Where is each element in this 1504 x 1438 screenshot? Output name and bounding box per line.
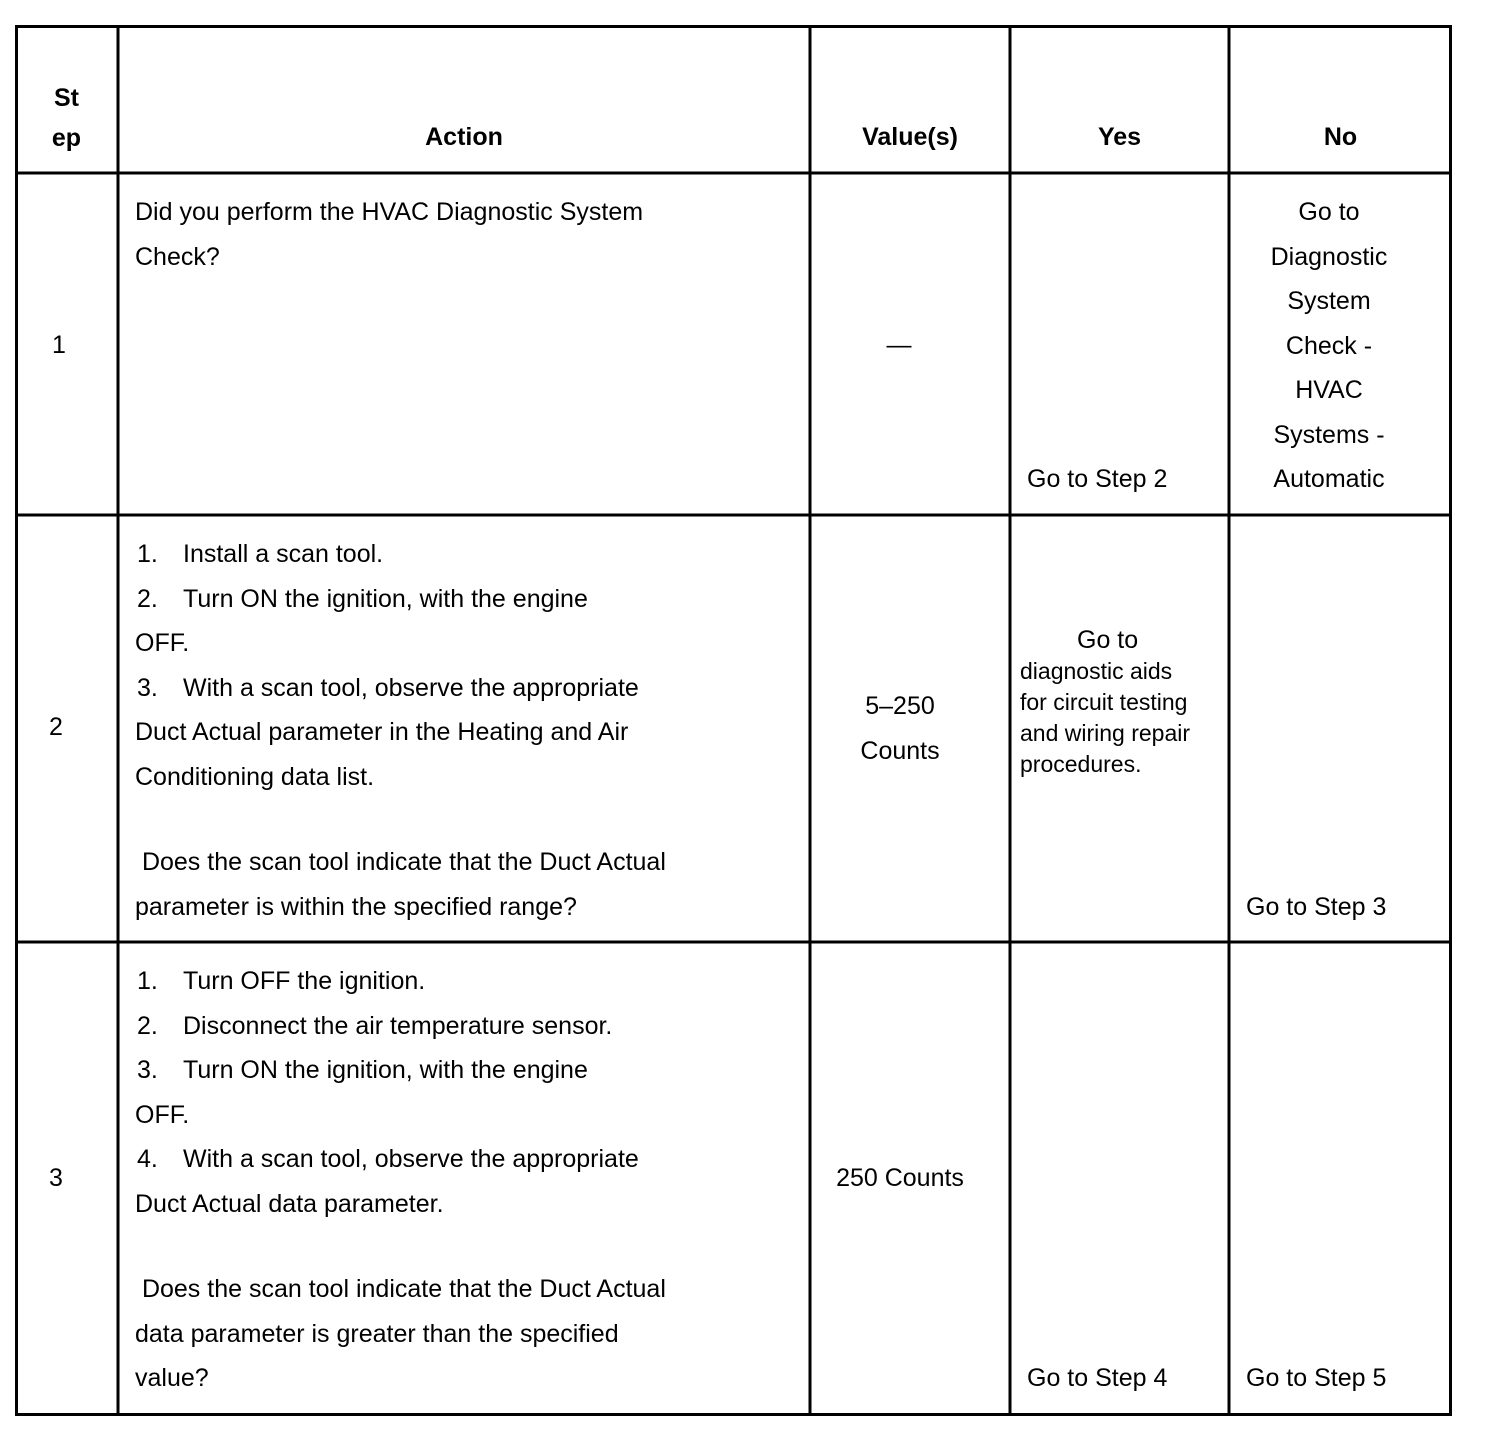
row3-question-line1: Does the scan tool indicate that the Duct Actual bbox=[135, 1275, 666, 1303]
row2-item-continued: Duct Actual parameter in the Heating and Air bbox=[135, 718, 629, 746]
item-text: Install a scan tool. bbox=[183, 540, 384, 568]
row2-yes-line1: Go to bbox=[1077, 626, 1139, 654]
item-number: 4. bbox=[137, 1145, 158, 1173]
row1-action-line2: Check? bbox=[135, 242, 220, 271]
header-action: Action bbox=[425, 123, 503, 151]
header-no: No bbox=[1323, 123, 1358, 151]
row2-item-continued: OFF. bbox=[135, 629, 190, 657]
row1-no-line6: Systems - bbox=[1273, 420, 1385, 449]
yes-detail-line: for circuit testing bbox=[1020, 688, 1188, 715]
item-text: Disconnect the air temperature sensor. bbox=[183, 1011, 613, 1040]
row3-no: Go to Step 5 bbox=[1246, 1364, 1387, 1392]
row2-no: Go to Step 3 bbox=[1246, 893, 1387, 921]
row2-question-line1: Does the scan tool indicate that the Duct Actual bbox=[135, 848, 666, 876]
row3-value: 250 Counts bbox=[836, 1164, 964, 1192]
row1-no-line3: System bbox=[1287, 287, 1371, 315]
row3-yes: Go to Step 4 bbox=[1027, 1364, 1168, 1392]
item-number: 3. bbox=[137, 673, 158, 702]
row1-value: — bbox=[886, 331, 912, 359]
item-text: Turn ON the ignition, with the engine bbox=[183, 584, 588, 613]
row1-no-line7: Automatic bbox=[1273, 465, 1385, 493]
header-step-line1: St bbox=[54, 84, 79, 112]
row3-question-line3: value? bbox=[135, 1364, 209, 1392]
row2-question-line2: parameter is within the specified range? bbox=[135, 892, 577, 921]
row3-item bbox=[135, 1004, 795, 1049]
item-number: 1. bbox=[137, 967, 158, 995]
row3-item-continued: OFF. bbox=[135, 1100, 190, 1129]
row1-no-line2: Diagnostic bbox=[1270, 242, 1388, 271]
item-text: Turn OFF the ignition. bbox=[183, 967, 426, 995]
diagnostic-table bbox=[15, 25, 1452, 1416]
yes-detail-line: diagnostic aids bbox=[1020, 657, 1173, 684]
header-values: Value(s) bbox=[862, 123, 958, 151]
row2-step: 2 bbox=[49, 713, 63, 741]
row2-item-continued: Conditioning data list. bbox=[135, 762, 375, 791]
row1-no bbox=[1229, 190, 1429, 502]
row3-item-continued: Duct Actual data parameter. bbox=[135, 1189, 444, 1218]
row2-value-line1: 5–250 bbox=[865, 692, 935, 720]
item-number: 3. bbox=[137, 1056, 158, 1084]
row3-item bbox=[135, 959, 795, 1004]
row1-step: 1 bbox=[52, 331, 66, 359]
item-text: With a scan tool, observe the appropriate bbox=[183, 673, 639, 702]
row3-step: 3 bbox=[49, 1164, 63, 1192]
header-yes: Yes bbox=[1097, 123, 1142, 151]
item-number: 2. bbox=[137, 1011, 158, 1040]
row2-value-line2: Counts bbox=[860, 736, 940, 765]
row1-yes: Go to Step 2 bbox=[1027, 465, 1168, 493]
header-step-line2: ep bbox=[51, 124, 82, 152]
item-text: With a scan tool, observe the appropriate bbox=[183, 1145, 639, 1173]
row2-item bbox=[135, 577, 795, 622]
row2-item bbox=[135, 532, 795, 577]
row1-action bbox=[135, 190, 795, 279]
yes-detail-line: procedures. bbox=[1020, 750, 1142, 777]
item-text: Turn ON the ignition, with the engine bbox=[183, 1056, 588, 1084]
row1-no-line5: HVAC bbox=[1295, 376, 1363, 404]
row3-item bbox=[135, 1048, 795, 1093]
row2-item bbox=[135, 666, 795, 711]
header-step bbox=[15, 78, 118, 158]
row2-yes bbox=[1020, 618, 1228, 780]
item-number: 2. bbox=[137, 584, 158, 613]
row1-no-line4: Check - bbox=[1285, 331, 1373, 360]
item-number: 1. bbox=[137, 540, 158, 568]
row2-yes-detail bbox=[1020, 656, 1228, 780]
row3-question-line2: data parameter is greater than the specified bbox=[135, 1319, 619, 1348]
row3-action bbox=[135, 959, 795, 1401]
row1-action-line1: Did you perform the HVAC Diagnostic System bbox=[135, 198, 644, 226]
row2-value bbox=[810, 684, 990, 773]
yes-detail-line: and wiring repair bbox=[1020, 719, 1191, 746]
row1-no-line1: Go to bbox=[1298, 198, 1360, 226]
row2-action bbox=[135, 532, 795, 929]
row3-item bbox=[135, 1137, 795, 1182]
